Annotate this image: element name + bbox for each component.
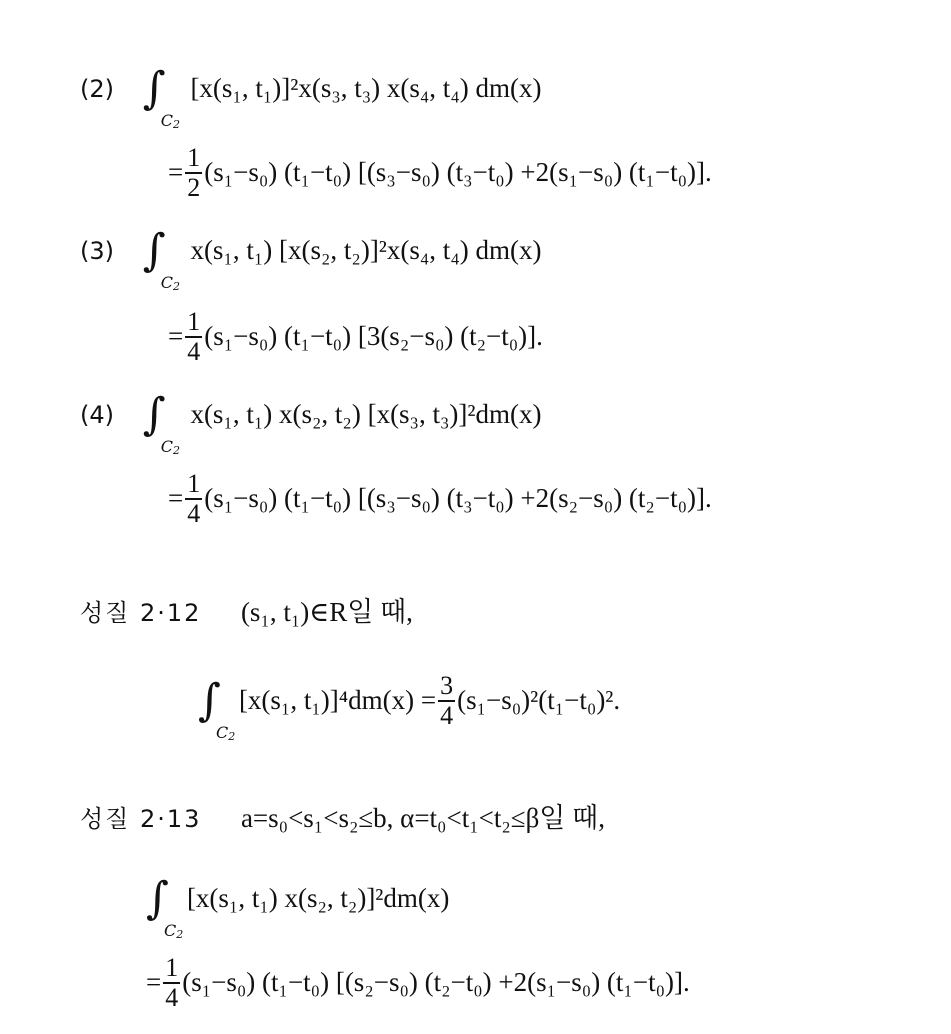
equation-4-line2 — [168, 469, 712, 530]
equation-4-line1 — [80, 389, 542, 457]
property-2-13-line2 — [146, 953, 690, 1014]
integral-sign: ∫ $C_2$ — [142, 225, 180, 293]
integral-domain-sub: 2 — [173, 118, 180, 131]
equation-2-line1 — [80, 63, 542, 131]
result-expression: (s₁−s₀) (t₁−t₀) [(s₂−s₀) (t₂−t₀) +2(s₁−s₀) (t₁−t₀)]. — [182, 967, 690, 998]
fraction-numerator: 1 — [187, 307, 201, 336]
integral-domain-sub: 2 — [173, 280, 180, 293]
property-2-12-heading — [80, 594, 413, 631]
integrand: [x(s₁, t₁) x(s₂, t₂)]²dm(x) — [186, 883, 450, 913]
integral-sign: ∫ $C_2$ — [198, 675, 236, 744]
fraction-denominator: 4 — [165, 983, 179, 1012]
property-title: 성질 2·12 — [80, 599, 202, 627]
result-expression: (s₁−s₀)²(t₁−t₀)². — [457, 685, 621, 716]
integrand: x(s₁, t₁) [x(s₂, t₂)]²x(s₄, t₄) dm(x) — [190, 235, 542, 265]
fraction-denominator: 4 — [187, 337, 201, 366]
equals-sign: = — [168, 321, 184, 352]
equation-label: (4) — [80, 401, 114, 429]
fraction-numerator: 1 — [165, 953, 179, 982]
integral-domain: C — [216, 723, 229, 743]
property-condition: (s₁, t₁)∈R일 때, — [240, 597, 413, 627]
equation-3-line1 — [80, 225, 542, 293]
equation-3-line2 — [168, 307, 543, 368]
property-2-13-heading — [80, 800, 605, 837]
equals-sign: = — [146, 967, 162, 998]
fraction-denominator: 4 — [187, 499, 201, 528]
result-expression: (s₁−s₀) (t₁−t₀) [(s₃−s₀) (t₃−t₀) +2(s₂−s₀) (t₂−t₀)]. — [204, 483, 712, 514]
fraction — [163, 954, 180, 1012]
integrand: [x(s₁, t₁)]⁴dm(x) = — [238, 685, 437, 716]
fraction-numerator: 3 — [440, 671, 454, 700]
integrand: [x(s₁, t₁)]²x(s₃, t₃) x(s₄, t₄) dm(x) — [190, 73, 542, 103]
integral-domain: C — [160, 111, 173, 130]
fraction-numerator: 1 — [187, 143, 201, 172]
integral-sign: ∫ $C_2$ — [146, 873, 184, 941]
integral-domain: C — [160, 437, 173, 456]
fraction — [185, 308, 202, 366]
integral-domain-sub: 2 — [173, 444, 180, 457]
equals-sign: = — [168, 157, 184, 188]
integral-domain-sub: 2 — [176, 928, 184, 941]
integral-domain-sub: 2 — [228, 730, 236, 744]
fraction — [438, 672, 455, 730]
fraction-denominator: 2 — [187, 173, 201, 202]
integrand: x(s₁, t₁) x(s₂, t₂) [x(s₃, t₃)]²dm(x) — [190, 399, 542, 429]
equals-sign: = — [168, 483, 184, 514]
property-2-12-formula — [198, 671, 621, 744]
fraction-numerator: 1 — [187, 469, 201, 498]
integral-domain: C — [160, 273, 173, 292]
integral-sign: ∫ $C_2$ — [142, 63, 180, 131]
property-2-13-line1 — [146, 873, 450, 941]
equation-label: (3) — [80, 237, 114, 265]
integral-sign: ∫ $C_2$ — [142, 389, 180, 457]
fraction-denominator: 4 — [440, 701, 454, 730]
property-title: 성질 2·13 — [80, 805, 202, 833]
result-expression: (s₁−s₀) (t₁−t₀) [3(s₂−s₀) (t₂−t₀)]. — [204, 321, 543, 352]
equation-2-line2 — [168, 143, 712, 204]
result-expression: (s₁−s₀) (t₁−t₀) [(s₃−s₀) (t₃−t₀) +2(s₁−s₀) (t₁−t₀)]. — [204, 157, 712, 188]
fraction — [185, 144, 202, 202]
fraction — [185, 470, 202, 528]
integral-domain: C — [164, 921, 177, 940]
equation-label: (2) — [80, 75, 114, 103]
property-condition: a=s₀<s₁<s₂≤b, α=t₀<t₁<t₂≤β일 때, — [240, 803, 605, 833]
